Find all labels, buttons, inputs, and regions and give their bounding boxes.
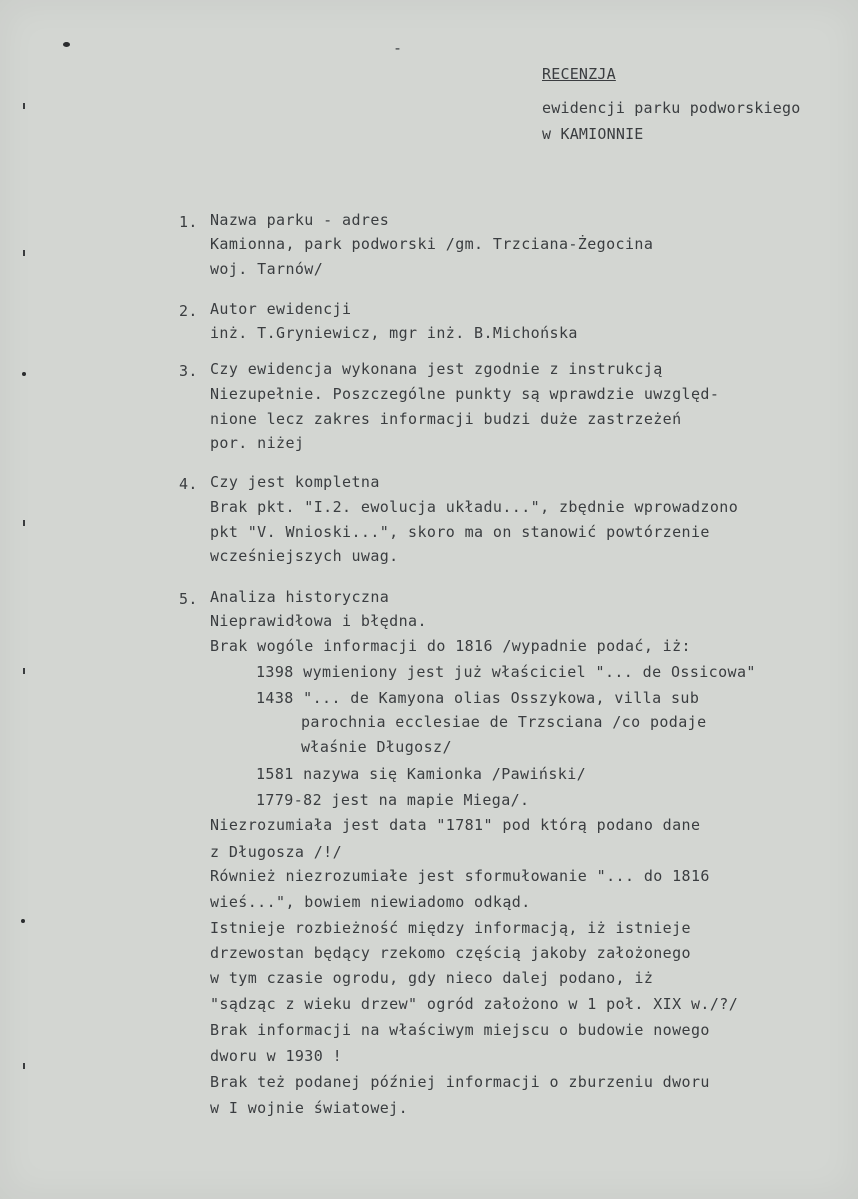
section-2-heading: Autor ewidencji bbox=[210, 300, 352, 318]
section-5-line: Również niezrozumiałe jest sformułowanie "... do 1816 bbox=[210, 867, 710, 885]
section-5-line: Nieprawidłowa i błędna. bbox=[210, 612, 427, 630]
section-4-line: Brak pkt. "I.2. ewolucja układu...", zbędnie wprowadzono bbox=[210, 498, 739, 516]
margin-mark bbox=[21, 919, 25, 923]
section-3-number: 3. bbox=[179, 362, 198, 380]
top-dash: - bbox=[393, 39, 403, 57]
section-5-line: Brak wogóle informacji do 1816 /wypadnie podać, iż: bbox=[210, 637, 691, 655]
section-3-line: por. niżej bbox=[210, 434, 305, 452]
review-subtitle: ewidencji parku podworskiego bbox=[542, 99, 801, 117]
history-entry-continued: parochnia ecclesiae de Trzsciana /co podaje bbox=[301, 713, 707, 731]
review-title: RECENZJA bbox=[542, 65, 616, 83]
section-5-line: Istnieje rozbieżność między informacją, iż istnieje bbox=[210, 919, 691, 937]
review-subtitle-location: w KAMIONNIE bbox=[542, 125, 644, 143]
section-1-heading: Nazwa parku - adres bbox=[210, 211, 390, 229]
margin-mark bbox=[22, 372, 26, 376]
section-4-number: 4. bbox=[179, 475, 198, 493]
section-5-heading: Analiza historyczna bbox=[210, 588, 390, 606]
section-5-line: "sądząc z wieku drzew" ogród założono w 1 poł. XIX w./?/ bbox=[210, 995, 739, 1013]
section-4-heading: Czy jest kompletna bbox=[210, 473, 380, 491]
section-3-line: Niezupełnie. Poszczególne punkty są wprawdzie uwzględ- bbox=[210, 385, 720, 403]
section-5-number: 5. bbox=[179, 590, 198, 608]
margin-mark bbox=[23, 520, 25, 526]
section-5-line: dworu w 1930 ! bbox=[210, 1047, 343, 1065]
section-5-line: Brak też podanej później informacji o zburzeniu dworu bbox=[210, 1073, 710, 1091]
history-entry: 1438 "... de Kamyona olias Osszykowa, villa sub bbox=[256, 689, 700, 707]
section-3-heading: Czy ewidencja wykonana jest zgodnie z instrukcją bbox=[210, 360, 663, 378]
section-5-line: Niezrozumiała jest data "1781" pod którą podano dane bbox=[210, 816, 701, 834]
history-entry-continued: właśnie Długosz/ bbox=[301, 738, 452, 756]
section-5-line: w I wojnie światowej. bbox=[210, 1099, 409, 1117]
margin-mark bbox=[23, 103, 25, 109]
section-5-line: w tym czasie ogrodu, gdy nieco dalej podano, iż bbox=[210, 969, 654, 987]
section-4-line: wcześniejszych uwag. bbox=[210, 547, 399, 565]
section-5-line: z Długosza /!/ bbox=[210, 843, 343, 861]
section-1-number: 1. bbox=[179, 213, 198, 231]
margin-mark bbox=[23, 668, 25, 674]
history-entry: 1398 wymieniony jest już właściciel "... de Ossicowa" bbox=[256, 663, 756, 681]
margin-mark bbox=[23, 250, 25, 256]
section-2-line: inż. T.Gryniewicz, mgr inż. B.Michońska bbox=[210, 324, 578, 342]
section-4-line: pkt "V. Wnioski...", skoro ma on stanowić powtórzenie bbox=[210, 523, 710, 541]
section-5-line: wieś...", bowiem niewiadomo odkąd. bbox=[210, 893, 531, 911]
section-1-line: woj. Tarnów/ bbox=[210, 260, 324, 278]
section-1-line: Kamionna, park podworski /gm. Trzciana-Żegocina bbox=[210, 235, 654, 253]
margin-mark bbox=[23, 1063, 25, 1069]
section-5-line: drzewostan będący rzekomo częścią jakoby założonego bbox=[210, 944, 691, 962]
section-3-line: nione lecz zakres informacji budzi duże zastrzeżeń bbox=[210, 410, 682, 428]
history-entry: 1581 nazywa się Kamionka /Pawiński/ bbox=[256, 765, 587, 783]
history-entry: 1779-82 jest na mapie Miega/. bbox=[256, 791, 530, 809]
section-5-line: Brak informacji na właściwym miejscu o budowie nowego bbox=[210, 1021, 710, 1039]
punch-hole-mark bbox=[63, 42, 70, 47]
section-2-number: 2. bbox=[179, 302, 198, 320]
